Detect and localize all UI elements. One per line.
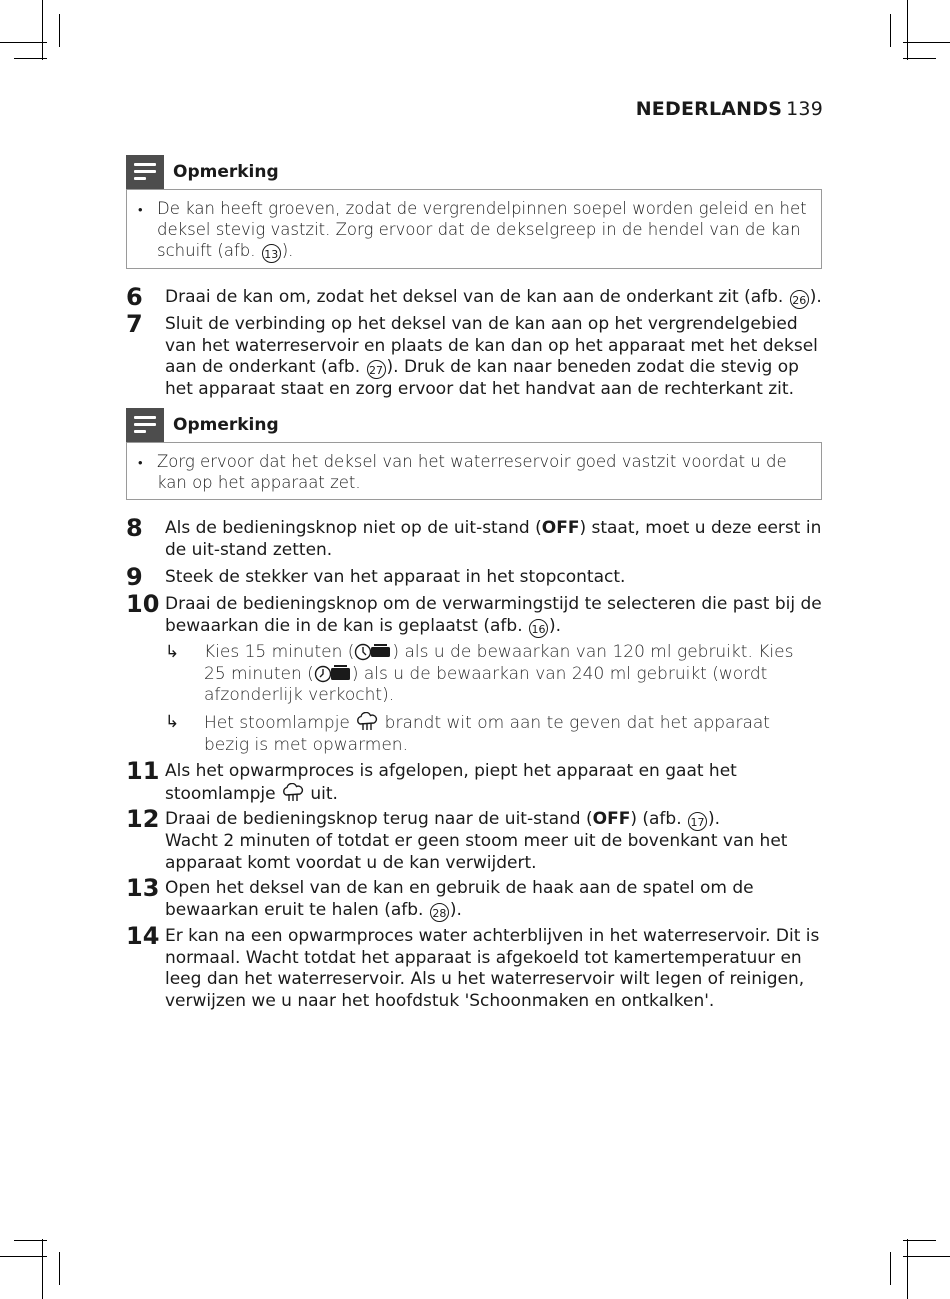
step-13 bbox=[126, 874, 826, 922]
crop-mark bbox=[0, 1256, 47, 1257]
figure-ref: 28 bbox=[430, 903, 449, 922]
step-6 bbox=[126, 283, 826, 311]
page-header bbox=[636, 98, 823, 120]
crop-mark bbox=[14, 1240, 47, 1241]
steam-light-icon bbox=[355, 712, 379, 732]
step-9 bbox=[126, 563, 826, 591]
figure-ref: 27 bbox=[367, 360, 386, 379]
crop-mark bbox=[907, 1239, 908, 1299]
step-8 bbox=[126, 514, 826, 561]
page-number: 139 bbox=[786, 98, 823, 120]
result-arrow: ↳ bbox=[165, 712, 180, 732]
note-lines-icon bbox=[126, 408, 164, 442]
result-arrow: ↳ bbox=[165, 642, 180, 662]
step-11 bbox=[126, 757, 826, 805]
crop-mark bbox=[903, 1256, 950, 1257]
header-language: NEDERLANDS bbox=[635, 98, 783, 120]
note-title: Opmerking bbox=[173, 162, 279, 182]
step-number: 7 bbox=[126, 310, 143, 338]
step-number: 10 bbox=[126, 590, 160, 618]
step-text: Steek de stekker van het apparaat in het stopcontact. bbox=[165, 567, 626, 587]
crop-mark bbox=[42, 0, 43, 60]
note-lines-icon bbox=[126, 155, 164, 189]
step-number: 12 bbox=[126, 805, 160, 833]
step-number: 13 bbox=[126, 874, 160, 902]
step-7 bbox=[126, 310, 826, 401]
note-box bbox=[126, 442, 822, 500]
step-10 bbox=[126, 590, 826, 638]
crop-mark bbox=[907, 0, 908, 60]
step-text: Draai de bedieningsknop om de verwarmingstijd te selecteren die past bij de bewaarkan die in de kan is geplaatst (afb. 16 ). bbox=[165, 594, 822, 636]
step-text: Draai de bedieningsknop terug naar de uit-stand (OFF) (afb. 17 ). Wacht 2 minuten of totdat er geen stoom meer uit de bovenkant van het apparaat komt voordat u de kan verwijdert. bbox=[165, 809, 788, 873]
step-text: Als het opwarmproces is afgelopen, piept het apparaat en gaat het stoomlampje uit. bbox=[165, 761, 737, 804]
timer-15-icon bbox=[354, 643, 392, 661]
step-text: Als de bedieningsknop niet op de uit-stand (OFF) staat, moet u deze eerst in de uit-stand zetten. bbox=[165, 518, 822, 560]
step-number: 9 bbox=[126, 563, 143, 591]
step-number: 6 bbox=[126, 283, 143, 311]
note-header bbox=[126, 408, 426, 442]
figure-ref: 16 bbox=[529, 619, 548, 638]
step-number: 14 bbox=[126, 922, 160, 950]
crop-mark bbox=[903, 58, 936, 59]
bullet: • bbox=[138, 456, 143, 471]
note-text: De kan heeft groeven, zodat de vergrendelpinnen soepel worden geleid en het deksel stevig vastzit. Zorg ervoor dat de dekselgreep in de hendel van de kan schuift (afb. 13 ). bbox=[157, 199, 807, 261]
result-item bbox=[165, 642, 825, 707]
figure-ref: 13 bbox=[262, 244, 281, 263]
step-14 bbox=[126, 922, 826, 1012]
crop-mark bbox=[42, 1239, 43, 1299]
crop-mark bbox=[890, 1252, 891, 1285]
figure-ref: 17 bbox=[688, 812, 707, 831]
crop-mark bbox=[14, 58, 47, 59]
crop-mark bbox=[903, 1240, 936, 1241]
note-box bbox=[126, 189, 822, 269]
step-12 bbox=[126, 805, 826, 874]
note-text: Zorg ervoor dat het deksel van het waterreservoir goed vastzit voordat u de kan op het apparaat zet. bbox=[157, 452, 787, 492]
bullet: • bbox=[138, 203, 143, 218]
figure-ref: 26 bbox=[790, 290, 809, 309]
step-number: 11 bbox=[126, 757, 160, 785]
step-number: 8 bbox=[126, 514, 143, 542]
timer-25-icon bbox=[314, 665, 352, 683]
step-text: Sluit de verbinding op het deksel van de kan aan op het vergrendelgebied van het waterreservoir en plaats de kan dan op het apparaat met het deksel aan de onderkant (afb. 27 ). Druk de kan naar beneden zodat die stevig op het apparaat staat en zorg ervoor dat het handvat aan de rechterkant zit. bbox=[165, 314, 818, 399]
crop-mark bbox=[903, 42, 950, 43]
result-item bbox=[165, 712, 825, 756]
steam-light-icon bbox=[281, 783, 305, 803]
step-text: Open het deksel van de kan en gebruik de haak aan de spatel om de bewaarkan eruit te halen (afb. 28 ). bbox=[165, 878, 754, 920]
crop-mark bbox=[59, 1252, 60, 1285]
crop-mark bbox=[59, 14, 60, 47]
note-title: Opmerking bbox=[173, 415, 279, 435]
crop-mark bbox=[890, 14, 891, 47]
result-text: Het stoomlampje brandt wit om aan te geven dat het apparaat bezig is met opwarmen. bbox=[204, 713, 770, 755]
note-header bbox=[126, 155, 426, 189]
result-text: Kies 15 minuten ( ) als u de bewaarkan van 120 ml gebruikt. Kies 25 minuten ( ) als u de bewaarkan van 240 ml gebruikt (wordt afzonderlijk verkocht). bbox=[204, 642, 794, 705]
step-text: Er kan na een opwarmproces water achterblijven in het waterreservoir. Dit is normaal. Wacht totdat het apparaat is afgekoeld tot kamertemperatuur en leeg dan het waterreservoir. Als u het waterreservoir wilt legen of reinigen, verwijzen we u naar het hoofdstuk 'Schoonmaken en ontkalken'. bbox=[165, 926, 820, 1011]
step-text: Draai de kan om, zodat het deksel van de kan aan de onderkant zit (afb. 26 ). bbox=[165, 287, 822, 307]
crop-mark bbox=[0, 42, 47, 43]
